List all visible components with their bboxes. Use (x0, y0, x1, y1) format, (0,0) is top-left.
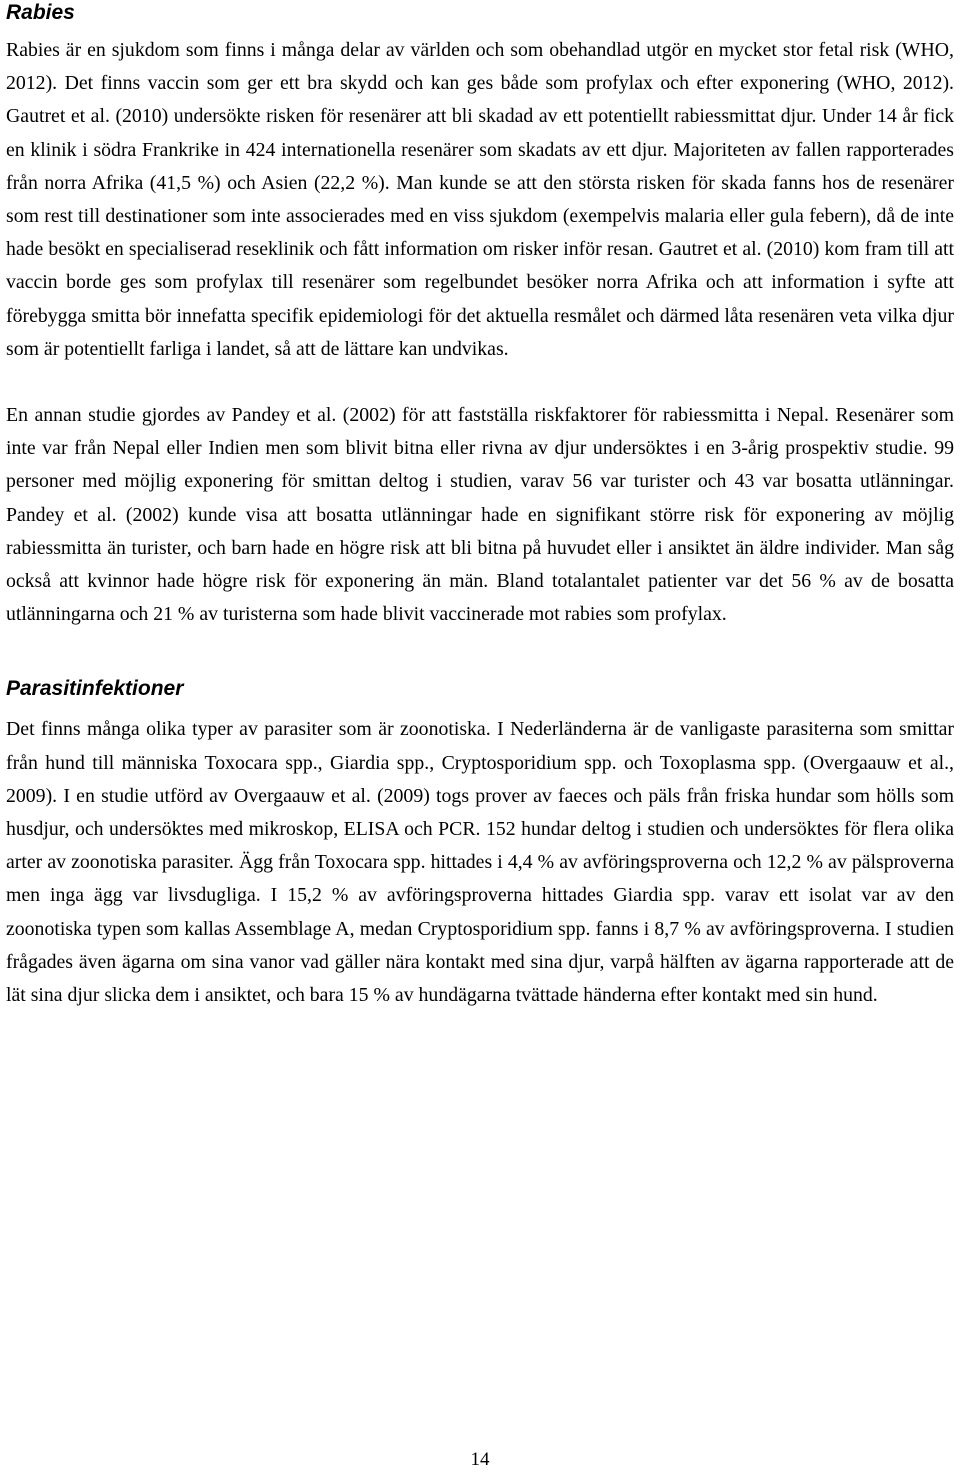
section-heading-rabies: Rabies (6, 1, 75, 24)
page-number: 14 (470, 1449, 490, 1470)
paragraph-rabies-1: Rabies är en sjukdom som finns i många delar av världen och som obehandlad utgör en mycket stor fetal risk (WHO, 2012). Det finns vaccin som ger ett bra skydd och kan ges både som profylax och efter exponering (WHO, 2012). Gautret et al. (2010) undersökte risken för resenärer att bli skadad av ett potentiellt rabiessmittat djur. Under 14 år fick en klinik i södra Frankrike in 424 internationella resenärer som skadats av ett djur. Majoriteten av fallen rapporterades från norra Afrika (41,5 %) och Asien (22,2 %). Man kunde se att den största risken för skada fanns hos de resenärer som rest till destinationer som inte associerades med en viss sjukdom (exempelvis malaria eller gula febern), då de inte hade besökt en specialiserad reseklinik och fått information om risker inför resan. Gautret et al. (2010) kom fram till att vaccin borde ges som profylax till resenärer som regelbundet besöker norra Afrika och att information i syfte att förebygga smitta bör innefatta specifik epidemiologi för det aktuella resmålet och därmed låta resenären veta vilka djur som är potentiellt farliga i landet, så att de lättare kan undvikas. (6, 39, 954, 360)
paragraph-rabies-2: En annan studie gjordes av Pandey et al. (2002) för att fastställa riskfaktorer för rabiessmitta i Nepal. Resenärer som inte var från Nepal eller Indien men som blivit bitna eller rivna av djur undersöktes i en 3-årig prospektiv studie. 99 personer med möjlig exponering för smittan deltog i studien, varav 56 var turister och 43 var bosatta utlänningar. Pandey et al. (2002) kunde visa att bosatta utlänningar hade en signifikant större risk för exponering av möjlig rabiessmitta än turister, och barn hade en högre risk att bli bitna på huvudet eller i ansiktet än äldre individer. Man såg också att kvinnor hade högre risk för exponering än män. Bland totalantalet patienter var det 56 % av de bosatta utlänningarna och 21 % av turisterna som hade blivit vaccinerade mot rabies som profylax. (6, 404, 954, 626)
document-page (6, 0, 954, 1012)
section-heading-parasitinfektioner: Parasitinfektioner (6, 677, 184, 701)
paragraph-parasitinfektioner-1: Det finns många olika typer av parasiter som är zoonotiska. I Nederländerna är de vanligaste parasiterna som smittar från hund till människa Toxocara spp., Giardia spp., Cryptosporidium spp. och Toxoplasma spp. (Overgaauw et al., 2009). I en studie utförd av Overgaauw et al. (2009) togs prover av faeces och päls från friska hundar som hölls som husdjur, och undersöktes med mikroskop, ELISA och PCR. 152 hundar deltog i studien och undersöktes för flera olika arter av zoonotiska parasiter. Ägg från Toxocara spp. hittades i 4,4 % av avföringsproverna och 12,2 % av pälsproverna men inga ägg var livsdugliga. I 15,2 % av avföringsproverna hittades Giardia spp. varav ett isolat var av den zoonotiska typen som kallas Assemblage A, medan Cryptosporidium spp. fanns i 8,7 % av avföringsproverna. I studien frågades även ägarna om sina vanor vad gäller nära kontakt med sina djur, varpå hälften av ägarna rapporterade att de lät sina djur slicka dem i ansiktet, och bara 15 % av hundägarna tvättade händerna efter kontakt med sin hund. (6, 718, 954, 1007)
